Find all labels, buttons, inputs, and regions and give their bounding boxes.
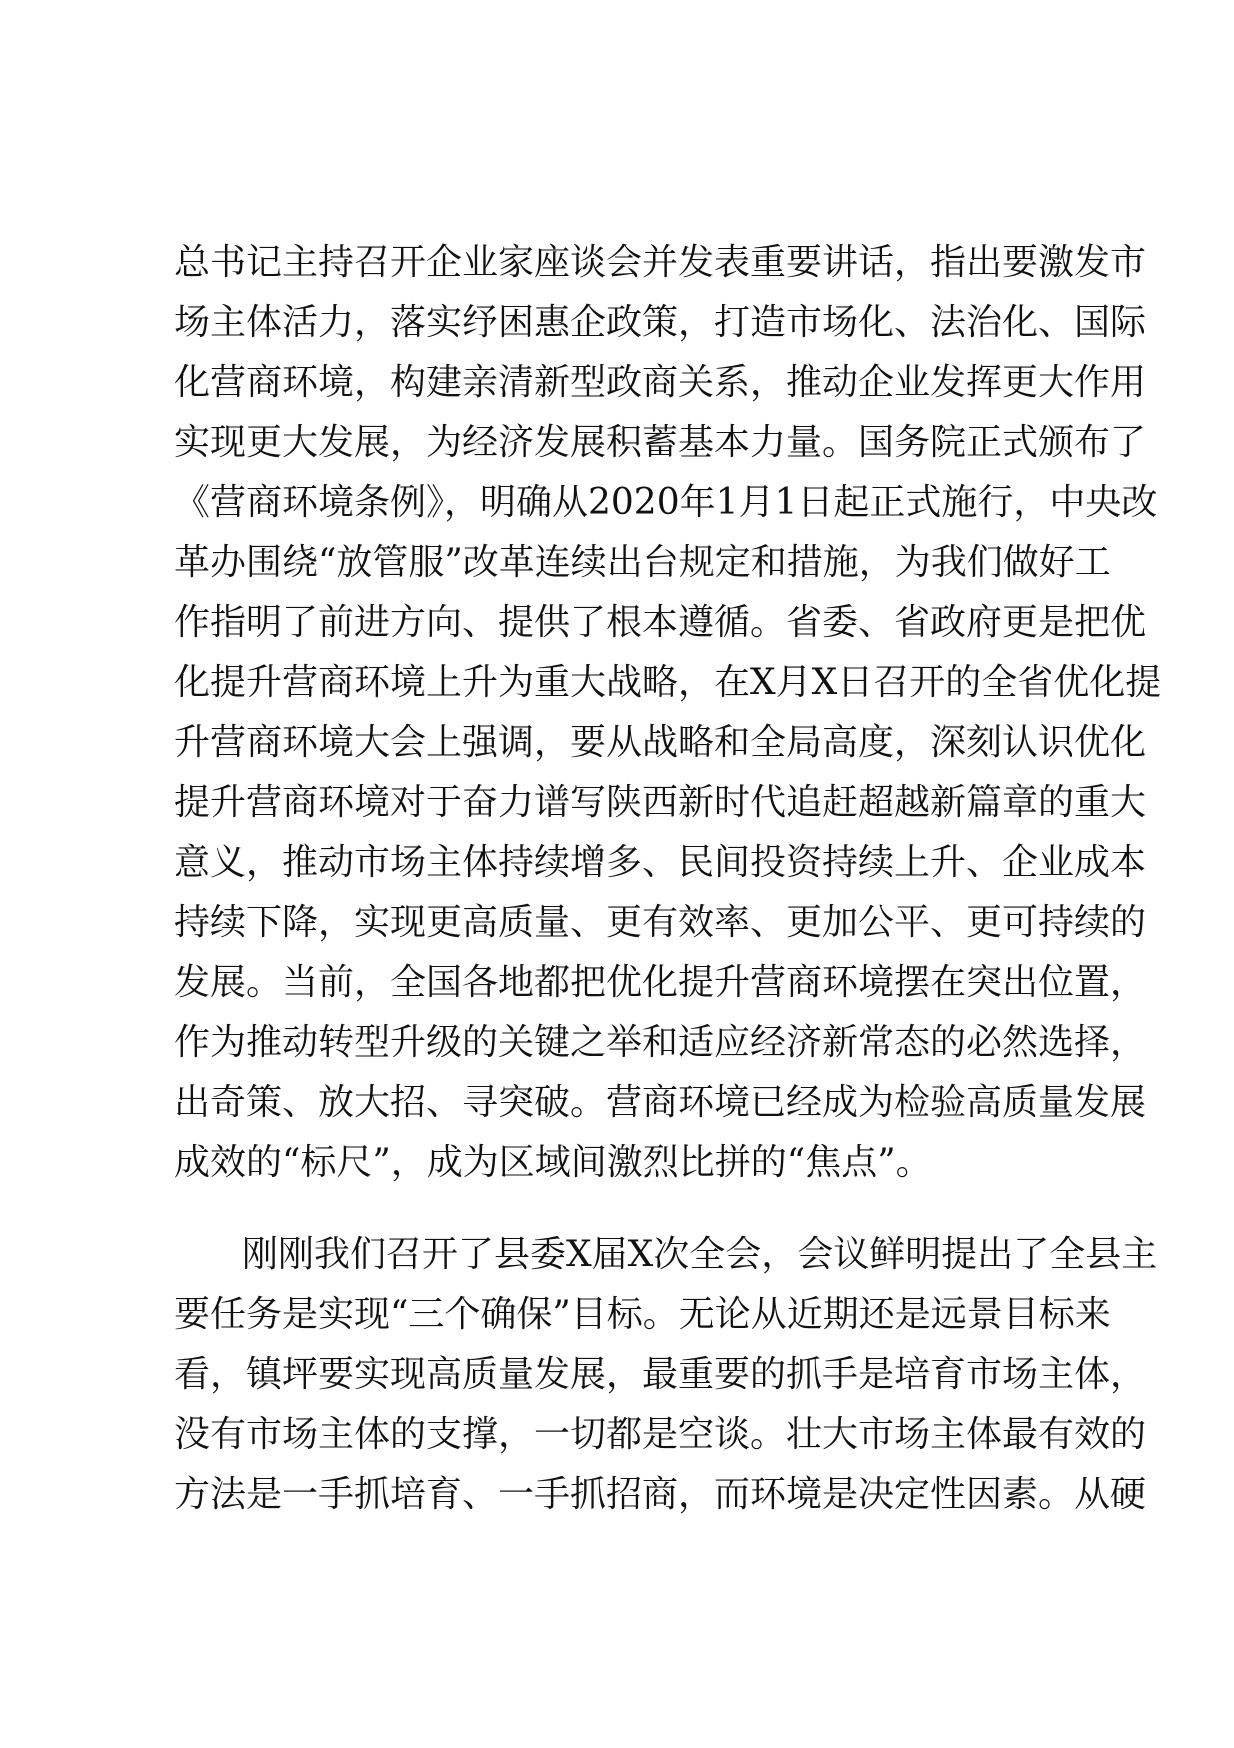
text-line: 要任务是实现“三个确保”目标。无论从近期还是远景目标来 xyxy=(174,1294,1111,1335)
text-line: 成效的“标尺”，成为区域间激烈比拼的“焦点”。 xyxy=(174,1142,932,1183)
text-line: 革办围绕“放管服”改革连续出台规定和措施，为我们做好工 xyxy=(174,542,1111,583)
text-line: 出奇策、放大招、寻突破。营商环境已经成为检验高质量发展 xyxy=(174,1082,1147,1123)
text-line-first-indented: 刚刚我们召开了县委X届X次全会，会议鲜明提出了全县主 xyxy=(242,1234,1158,1275)
text-line: 方法是一手抓培育、一手抓招商，而环境是决定性因素。从硬 xyxy=(174,1474,1147,1515)
paragraph-2 xyxy=(174,1225,1158,1525)
text-line: 总书记主持召开企业家座谈会并发表重要讲话，指出要激发市 xyxy=(174,242,1147,283)
text-line: 没有市场主体的支撑，一切都是空谈。壮大市场主体最有效的 xyxy=(174,1414,1147,1455)
text-line: 看，镇坪要实现高质量发展，最重要的抓手是培育市场主体， xyxy=(174,1354,1147,1395)
text-line: 化提升营商环境上升为重大战略，在X月X日召开的全省优化提 xyxy=(174,662,1162,703)
paragraph-spacer xyxy=(174,1193,1104,1225)
text-line: 作为推动转型升级的关键之举和适应经济新常态的必然选择， xyxy=(174,1022,1147,1063)
text-line: 化营商环境，构建亲清新型政商关系，推动企业发挥更大作用 xyxy=(174,362,1147,403)
text-line: 作指明了前进方向、提供了根本遵循。省委、省政府更是把优 xyxy=(174,602,1147,643)
text-line: 发展。当前，全国各地都把优化提升营商环境摆在突出位置， xyxy=(174,962,1147,1003)
text-line: 持续下降，实现更高质量、更有效率、更加公平、更可持续的 xyxy=(174,902,1147,943)
paragraph-1 xyxy=(174,233,1162,1193)
text-line: 《营商环境条例》，明确从2020年1月1日起正式施行，中央改 xyxy=(174,482,1158,523)
text-line: 升营商环境大会上强调，要从战略和全局高度，深刻认识优化 xyxy=(174,722,1147,763)
text-line: 实现更大发展，为经济发展积蓄基本力量。国务院正式颁布了 xyxy=(174,422,1147,463)
text-line: 场主体活力，落实纾困惠企政策，打造市场化、法治化、国际 xyxy=(174,302,1147,343)
text-line: 意义，推动市场主体持续增多、民间投资持续上升、企业成本 xyxy=(174,842,1147,883)
text-line: 提升营商环境对于奋力谱写陕西新时代追赶超越新篇章的重大 xyxy=(174,782,1147,823)
document-body xyxy=(174,233,1162,1525)
